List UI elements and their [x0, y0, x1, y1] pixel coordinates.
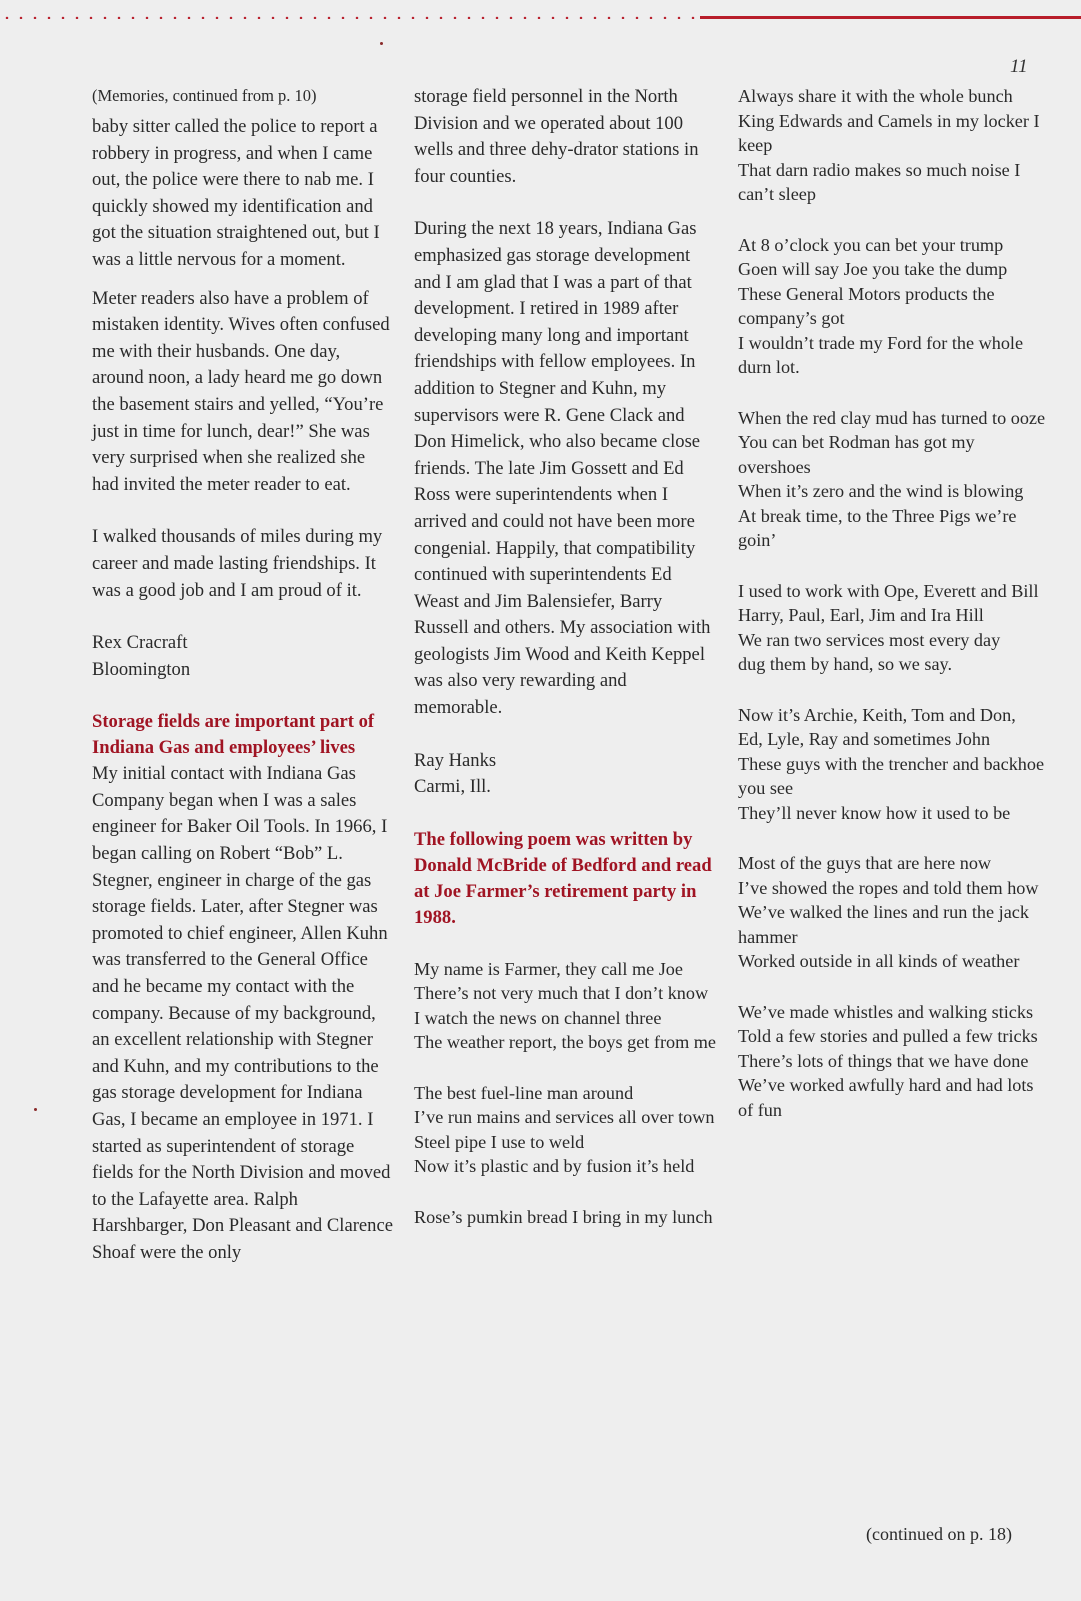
- dotted-rule: [0, 16, 700, 19]
- paragraph: During the next 18 years, Indiana Gas emphasized gas storage development and I am glad that I was a part of that development. I retired in 1989 after developing many long and important friendships with fellow employees. In addition to Stegner and Kuhn, my supervisors were R. Gene Clack and Don Himelick, who also became close friends. The late Jim Gossett and Ed Ross were superintendents when I arrived and could not have been more congenial. Happily, that compatibility continued with superintendents Ed Weast and Jim Balensiefer, Barry Russell and others. My association with geologists Jim Wood and Keith Keppel was also very rewarding and memorable.: [414, 218, 711, 719]
- column-1: [92, 84, 394, 1267]
- poem-line: There’s lots of things that we have done: [738, 1050, 1029, 1071]
- poem-line: Ed, Lyle, Ray and sometimes John: [738, 729, 991, 749]
- paragraph: I walked thousands of miles during my career and made lasting friendships. It was a good job and I am proud of it.: [92, 526, 383, 601]
- poem-stanza: [738, 703, 1048, 826]
- poem-stanza: [414, 1205, 716, 1230]
- poem-line: Now it’s plastic and by fusion it’s held: [414, 1156, 695, 1177]
- continued-from-note: (Memories, continued from p. 10): [92, 86, 317, 105]
- signature-name: Rex Cracraft: [92, 632, 188, 654]
- poem-line: When the red clay mud has turned to ooze: [738, 407, 1046, 428]
- poem-line: We ran two services most every day: [738, 629, 1001, 650]
- continued-on-note: (continued on p. 18): [866, 1524, 1012, 1544]
- poem-line: We’ve worked awfully hard and had lots of fun: [738, 1075, 1034, 1120]
- article-heading: Storage fields are important part of Indiana Gas and employees’ lives: [92, 711, 375, 759]
- poem-line: Rose’s pumkin bread I bring in my lunch: [414, 1206, 713, 1227]
- poem-stanza: [738, 579, 1048, 677]
- poem-line: These General Motors products the company’s got: [738, 283, 995, 328]
- poem-line: At 8 o’clock you can bet your trump: [738, 234, 1004, 255]
- signature-town: Carmi, Ill.: [414, 776, 491, 798]
- poem-line: There’s not very much that I don’t know: [414, 983, 709, 1004]
- paragraph: My initial contact with Indiana Gas Company began when I was a sales engineer for Baker Oil Tools. In 1966, I began calling on Robert “Bob” L. Stegner, engineer in charge of the gas storage fields. Later, after Stegner was promoted to chief engineer, Allen Kuhn was transferred to the General Office and he became my contact with the company. Because of my background, an excellent relationship with Stegner and Kuhn, and my contributions to the gas storage development for Indiana Gas, I became an employee in 1971. I started as superintendent of storage fields for the North Division and moved to the Lafayette area. Ralph Harshbarger, Don Pleasant and Clarence Shoaf were the only: [92, 763, 393, 1263]
- poem-line: I used to work with Ope, Everett and Bill: [738, 580, 1039, 601]
- poem-line: Now it’s Archie, Keith, Tom and Don,: [738, 704, 1016, 725]
- poem-line: I’ve run mains and services all over town: [414, 1107, 715, 1128]
- poem-stanza: [738, 233, 1048, 380]
- poem-line: King Edwards and Camels in my locker I keep: [738, 110, 1040, 155]
- poem-line: At break time, to the Three Pigs we’re goin’: [738, 505, 1017, 550]
- top-decorative-rule: [0, 14, 1081, 20]
- poem-line: They’ll never know how it used to be: [738, 802, 1011, 823]
- print-speck: [34, 1108, 37, 1111]
- poem-line: These guys with the trencher and backhoe you see: [738, 753, 1045, 798]
- poem-line: The best fuel-line man around: [414, 1082, 634, 1103]
- poem-line: Told a few stories and pulled a few tricks: [738, 1026, 1038, 1046]
- poem-stanza: [738, 84, 1048, 207]
- poem-line: Goen will say Joe you take the dump: [738, 259, 1008, 279]
- poem-line: I watch the news on channel three: [414, 1007, 662, 1028]
- paragraph: Meter readers also have a problem of mistaken identity. Wives often confused me with their husbands. One day, around noon, a lady heard me go down the basement stairs and yelled, “You’re just in time for lunch, dear!” She was very surprised when she realized she had invited the meter reader to eat.: [92, 287, 390, 495]
- poem-line: I wouldn’t trade my Ford for the whole durn lot.: [738, 332, 1024, 377]
- poem-line: Worked outside in all kinds of weather: [738, 951, 1020, 971]
- poem-stanza: [738, 851, 1048, 974]
- poem-stanza: [414, 1081, 716, 1179]
- poem-line: I’ve showed the ropes and told them how: [738, 877, 1039, 898]
- poem-line: Most of the guys that are here now: [738, 853, 992, 873]
- poem-stanza: [738, 1000, 1048, 1123]
- column-3: [738, 84, 1048, 1122]
- solid-rule: [700, 16, 1081, 19]
- poem-line: When it’s zero and the wind is blowing: [738, 481, 1024, 501]
- poem-line: We’ve walked the lines and run the jack hammer: [738, 902, 1029, 947]
- poem-line: We’ve made whistles and walking sticks: [738, 1001, 1034, 1022]
- poem-line: Steel pipe I use to weld: [414, 1131, 585, 1152]
- poem-line: Always share it with the whole bunch: [738, 86, 1013, 106]
- poem-line: My name is Farmer, they call me Joe: [414, 958, 683, 979]
- poem-heading: The following poem was written by Donald McBride of Bedford and read at Joe Farmer’s retirement party in 1988.: [414, 828, 712, 928]
- paragraph: baby sitter called the police to report a robbery in progress, and when I came out, the police were there to nab me. I quickly showed my identification and got the situation straightened out, but I was a little nervous for a moment.: [92, 116, 380, 270]
- print-speck: [380, 42, 383, 45]
- poem-line: The weather report, the boys get from me: [414, 1032, 717, 1053]
- poem-line: dug them by hand, so we say.: [738, 654, 953, 674]
- poem-stanza: [738, 406, 1048, 553]
- poem-line: That darn radio makes so much noise I can’t sleep: [738, 159, 1021, 204]
- poem-line: You can bet Rodman has got my overshoes: [738, 432, 975, 477]
- poem-stanza: [414, 957, 716, 1055]
- page-number: 11: [1010, 56, 1028, 77]
- column-2: [414, 84, 716, 1229]
- poem-line: Harry, Paul, Earl, Jim and Ira Hill: [738, 605, 984, 625]
- paragraph: storage field personnel in the North Division and we operated about 100 wells and three dehy-drator stations in four counties.: [414, 86, 699, 187]
- signature-name: Ray Hanks: [414, 749, 497, 771]
- signature-town: Bloomington: [92, 658, 191, 680]
